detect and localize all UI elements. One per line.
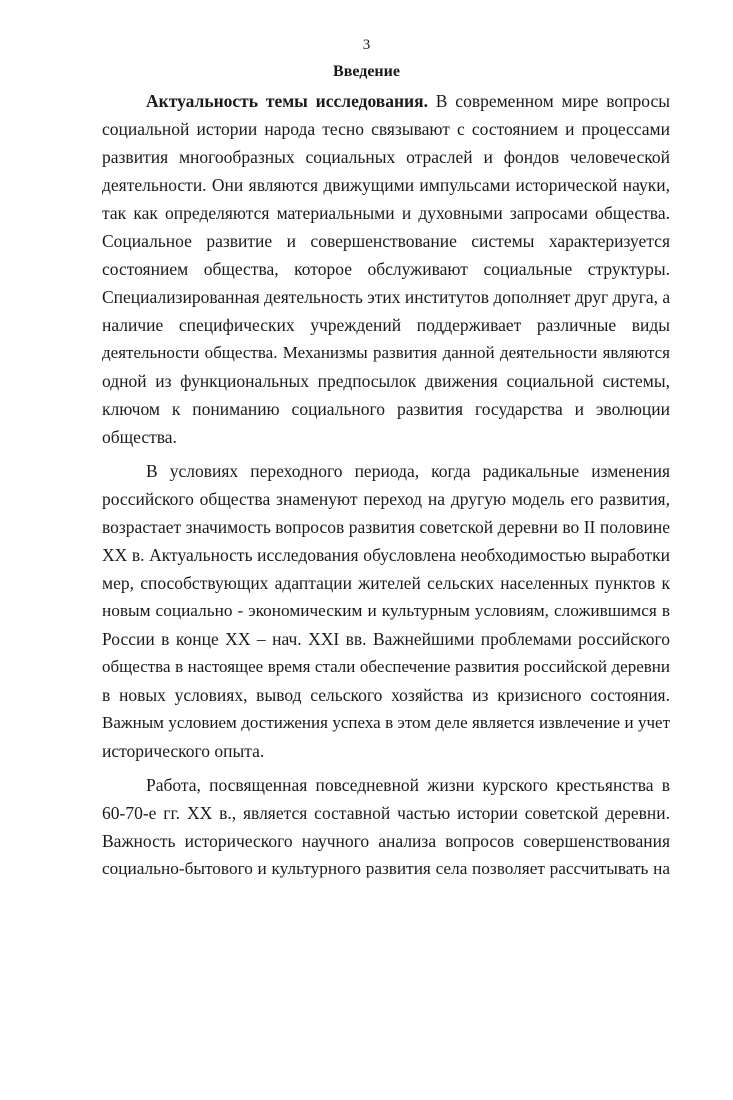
text-line: ключом к пониманию социального развития государства и эволюции bbox=[102, 399, 670, 419]
text-line: одной из функциональных предпосылок движения социальной системы, bbox=[102, 371, 670, 391]
text-line: социально-бытового и культурного развития села позволяет рассчитывать на bbox=[102, 859, 670, 878]
text-line: 60-70-е гг. XX в., является составной частью истории советской деревни. bbox=[102, 803, 670, 823]
text-line: возрастает значимость вопросов развития советской деревни во II половине bbox=[102, 517, 670, 537]
text-line: российского общества знаменуют переход на другую модель его развития, bbox=[102, 489, 670, 509]
text-line: Социальное развитие и совершенствование системы характеризуется bbox=[102, 231, 670, 251]
text-line: так как определяются материальными и духовными запросами общества. bbox=[102, 203, 670, 223]
paragraph-1-first-line-rest: В современном мире вопросы bbox=[427, 91, 670, 111]
page-number: 3 bbox=[362, 37, 371, 53]
text-line: общества в настоящее время стали обеспечение развития российской деревни bbox=[102, 657, 670, 676]
text-line: деятельности. Они являются движущими импульсами исторической науки, bbox=[102, 175, 670, 195]
text-line: в новых условиях, вывод сельского хозяйства из кризисного состояния. bbox=[102, 685, 670, 705]
paragraph-1-lead: Актуальность темы исследования. bbox=[146, 91, 428, 111]
text-line: Важным условием достижения успеха в этом деле является извлечение и учет bbox=[102, 713, 670, 732]
text-line: мер, способствующих адаптации жителей сельских населенных пунктов к bbox=[102, 573, 670, 593]
text-line: России в конце XX – нач. XXI вв. Важнейшими проблемами российского bbox=[102, 629, 670, 649]
text-line: развития многообразных социальных отраслей и фондов человеческой bbox=[102, 147, 670, 167]
paragraph-3-first-line: Работа, посвященная повседневной жизни курского крестьянства в bbox=[146, 775, 670, 795]
text-line: новым социально - экономическим и культурным условиям, сложившимся в bbox=[102, 601, 670, 620]
text-line: общества. bbox=[102, 427, 177, 447]
text-line: Специализированная деятельность этих институтов дополняет друг друга, а bbox=[102, 287, 671, 307]
text-line: Важность исторического научного анализа вопросов совершенствования bbox=[102, 831, 670, 851]
section-heading: Введение bbox=[333, 63, 400, 80]
text-line: исторического опыта. bbox=[102, 741, 265, 761]
paragraph-2-first-line: В условиях переходного периода, когда радикальные изменения bbox=[146, 461, 670, 481]
text-line: наличие специфических учреждений поддерживает различные виды bbox=[102, 315, 670, 335]
text-line: XX в. Актуальность исследования обусловлена необходимостью выработки bbox=[102, 545, 670, 565]
paragraph-1-first-line bbox=[146, 90, 670, 112]
text-line: состоянием общества, которое обслуживают социальные структуры. bbox=[102, 259, 670, 279]
text-line: социальной истории народа тесно связывают с состоянием и процессами bbox=[102, 119, 670, 139]
text-line: деятельности общества. Механизмы развития данной деятельности являются bbox=[102, 343, 670, 362]
